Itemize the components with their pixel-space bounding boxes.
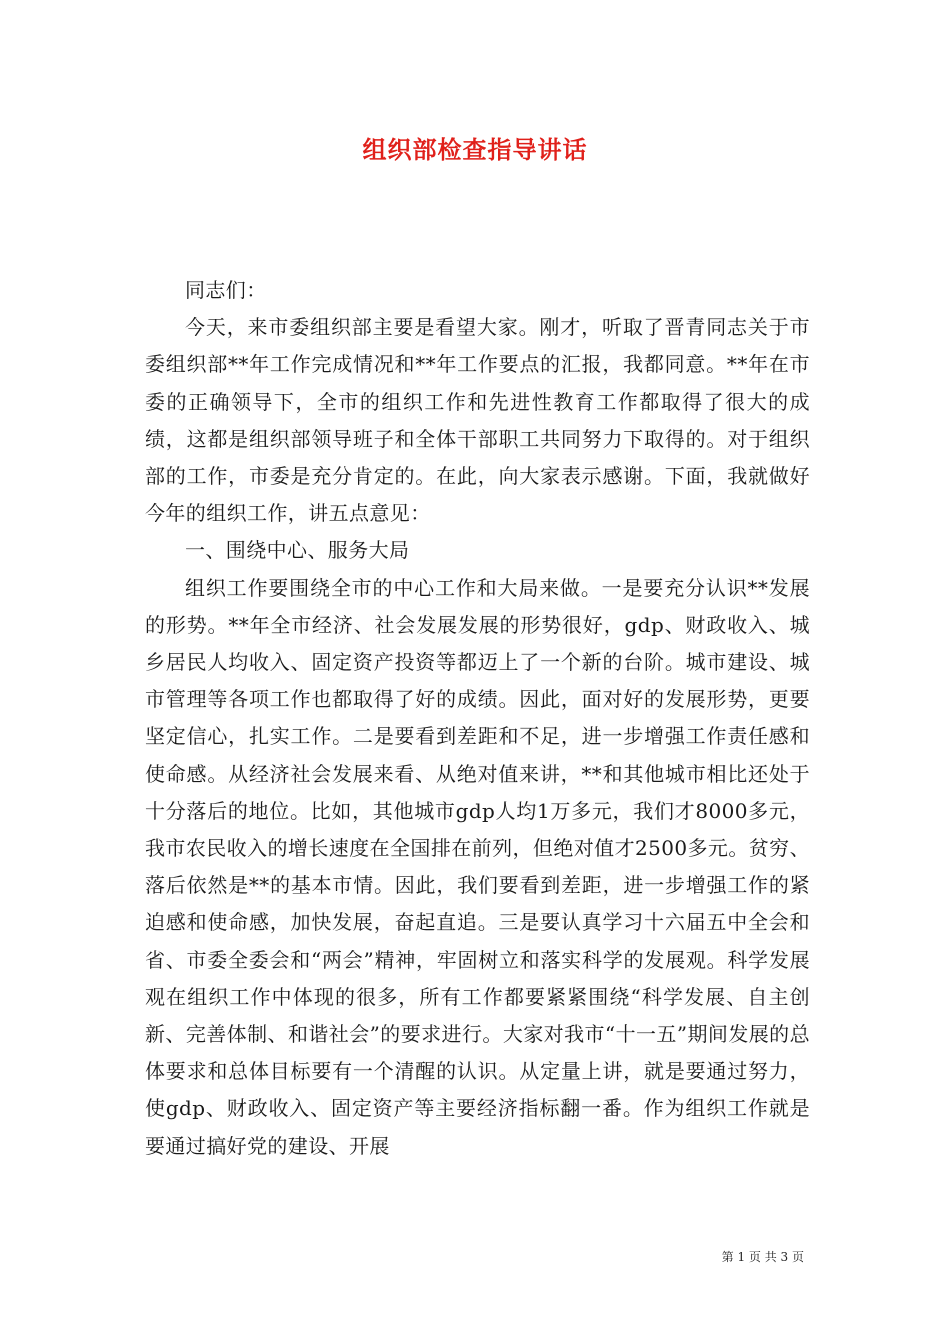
salutation: 同志们： (185, 278, 267, 302)
paragraph-section-one: 组织工作要围绕全市的中心工作和大局来做。一是要充分认识**发展的形势。**年全市经济、社会发展发展的形势很好，gdp、财政收入、城乡居民人均收入、固定资产投资等都迈上了一个新的台阶。城市建设、城市管理等各项工作也都取得了好的成绩。因此，面对好的发展形势，更要坚定信心，扎实工作。二是要看到差距和不足，进一步增强工作责任感和使命感。从经济社会发展来看、从绝对值来讲，**和其他城市相比还处于十分落后的地位。比如，其他城市gdp人均1万多元，我们才8000多元，我市农民收入的增长速度在全国排在前列，但绝对值才2500多元。贫穷、落后依然是**的基本市情。因此，我们要看到差距，进一步增强工作的紧迫感和使命感，加快发展，奋起直追。三是要认真学习十六届五中全会和省、市委全委会和“两会”精神，牢固树立和落实科学的发展观。科学发展观在组织工作中体现的很多，所有工作都要紧紧围绕“科学发展、自主创新、完善体制、和谐社会”的要求进行。大家对我市“十一五”期间发展的总体要求和总体目标要有一个清醒的认识。从定量上讲，就是要通过努力，使gdp、财政收入、固定资产等主要经济指标翻一番。作为组织工作就是要通过搞好党的建设、开展 (145, 575, 810, 1158)
page-number: 第 1 页 共 3 页 (721, 1250, 804, 1264)
section-heading: 一、围绕中心、服务大局 (185, 538, 410, 563)
paragraph-intro: 今天，来市委组织部主要是看望大家。刚才，听取了晋青同志关于市委组织部**年工作完成情况和**年工作要点的汇报，我都同意。**年在市委的正确领导下，全市的组织工作和先进性教育工作都取得了很大的成绩，这都是组织部领导班子和全体干部职工共同努力下取得的。对于组织部的工作，市委是充分肯定的。在此，向大家表示感谢。下面，我就做好今年的组织工作，讲五点意见： (145, 315, 810, 526)
document-body (145, 272, 810, 1165)
document-title: 组织部检查指导讲话 (362, 136, 588, 164)
